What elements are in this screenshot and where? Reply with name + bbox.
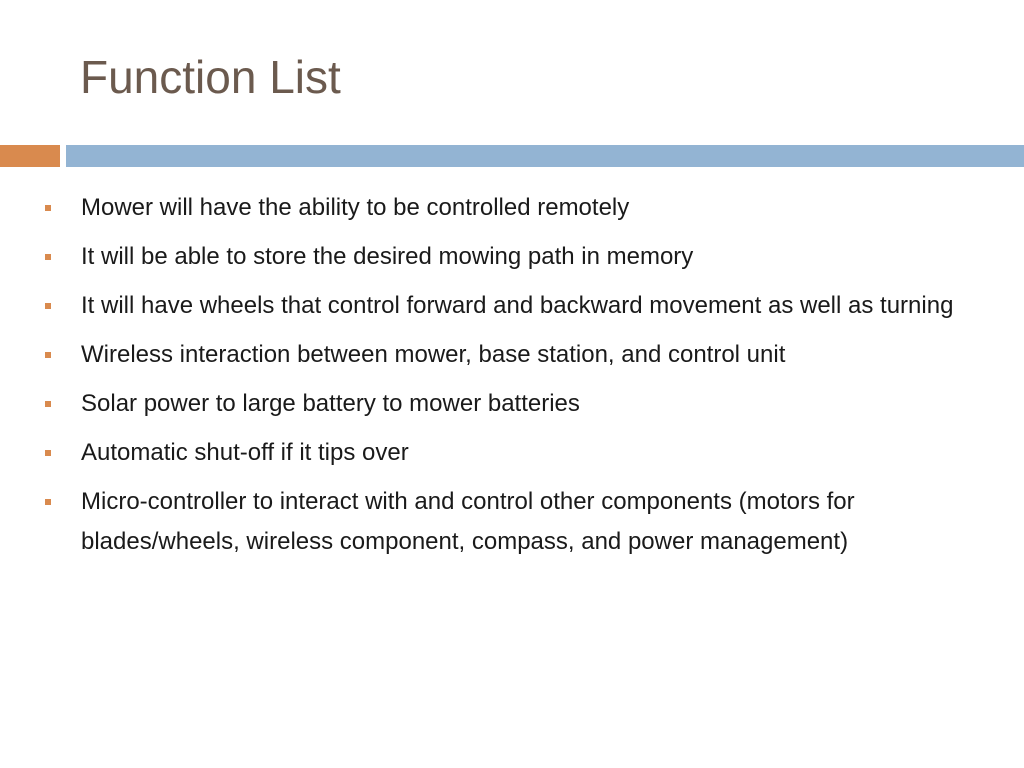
bullet-item [40, 188, 990, 228]
bullet-text: Mower will have the ability to be controlled remotely [81, 194, 630, 221]
square-bullet-icon [45, 254, 51, 260]
bullet-item [40, 237, 990, 277]
bullet-text: Wireless interaction between mower, base station, and control unit [81, 341, 786, 368]
bullet-text: Solar power to large battery to mower batteries [81, 390, 580, 417]
bullet-item [40, 482, 990, 562]
square-bullet-icon [45, 401, 51, 407]
slide-title: Function List [80, 51, 341, 103]
square-bullet-icon [45, 205, 51, 211]
bullet-item [40, 384, 990, 424]
bullet-text: It will be able to store the desired mowing path in memory [81, 243, 694, 270]
square-bullet-icon [45, 352, 51, 358]
bullet-list [40, 188, 990, 571]
square-bullet-icon [45, 450, 51, 456]
accent-bar-orange [0, 145, 60, 167]
bullet-item [40, 286, 990, 326]
accent-bar-blue [66, 145, 1024, 167]
bullet-item [40, 335, 990, 375]
bullet-text: Automatic shut-off if it tips over [81, 439, 409, 466]
bullet-text: Micro-controller to interact with and control other components (motors for blades/wheels, wireless component, compass, and power management) [81, 488, 855, 555]
bullet-text: It will have wheels that control forward and backward movement as well as turning [81, 292, 954, 319]
square-bullet-icon [45, 499, 51, 505]
bullet-item [40, 433, 990, 473]
square-bullet-icon [45, 303, 51, 309]
